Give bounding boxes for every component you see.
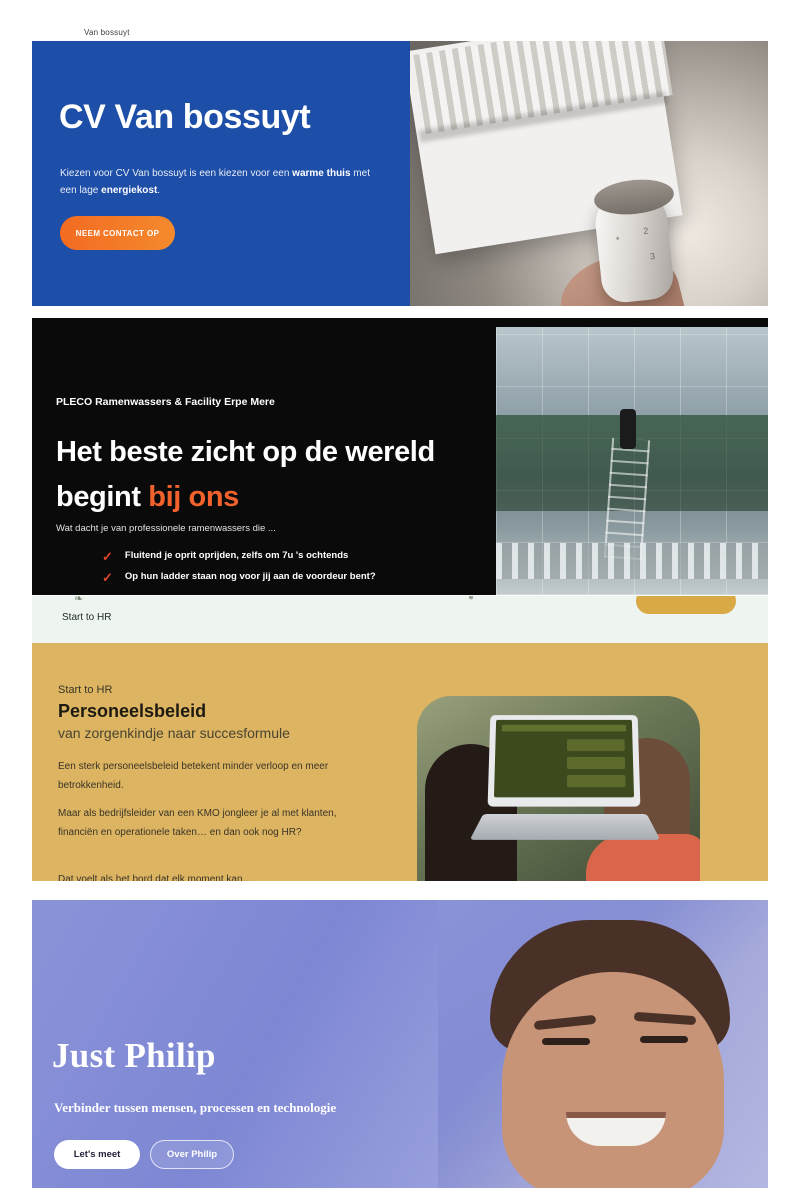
over-philip-button[interactable]: Over Philip (150, 1140, 234, 1169)
pleco-bullet-list (102, 550, 376, 592)
hr-photo (417, 696, 700, 881)
card1-desc-pre: Kiezen voor CV Van bossuyt is een kiezen voor een (60, 168, 293, 179)
check-icon: ✓ (102, 570, 113, 585)
pleco-headline-line1: Het beste zicht op de wereld (56, 436, 435, 468)
screen-row (567, 775, 626, 787)
screen-row (567, 739, 625, 751)
check-icon: ✓ (102, 549, 113, 564)
dot-icon: ● (468, 596, 475, 603)
face (502, 972, 724, 1188)
valve-mark-1: 2 (642, 225, 649, 237)
pleco-headline-accent: bij ons (148, 481, 239, 513)
screen-row (567, 757, 625, 769)
pleco-headline-plain: begint (56, 481, 149, 513)
eye-left (542, 1038, 590, 1045)
philip-portrait-photo (438, 900, 768, 1188)
list-item (102, 550, 376, 563)
card-start-to-hr[interactable] (32, 596, 768, 881)
hr-subtitle: van zorgenkindje naar succesformule (58, 725, 290, 741)
card-just-philip[interactable] (32, 900, 768, 1188)
laptop-screen (494, 720, 634, 797)
leaf-icon: ❧ (74, 596, 84, 605)
card1-description (60, 165, 370, 199)
philip-button-group (54, 1140, 234, 1169)
logo-text[interactable]: Start to HR (62, 612, 112, 623)
screen-header-bar (502, 725, 627, 732)
lets-meet-button[interactable]: Let's meet (54, 1140, 140, 1169)
railing (496, 543, 768, 579)
radiator-photo (410, 41, 768, 306)
bullet-text: Fluitend je oprit oprijden, zelfs om 7u 's ochtends (124, 550, 349, 561)
thermostat-marks (613, 225, 659, 289)
hr-paragraph-1: Een sterk personeelsbeleid betekent minder verloop en meer betrokkenheid. (58, 761, 329, 791)
hr-kicker: Start to HR (58, 684, 113, 696)
card1-desc-bold1: warme thuis (292, 168, 351, 179)
pleco-headline-line2 (56, 475, 239, 519)
person-right-shoulder (586, 834, 700, 881)
valve-mark-0: * (615, 234, 621, 245)
philip-subtitle: Verbinder tussen mensen, processen en technologie (54, 1100, 337, 1115)
nav-cta-button[interactable] (636, 596, 736, 614)
laptop-icon (488, 715, 641, 807)
pleco-kicker: PLECO Ramenwassers & Facility Erpe Mere (56, 396, 275, 408)
start-to-hr-navbar (32, 596, 768, 643)
card1-desc-mid: met een lage (60, 168, 370, 196)
page-top-label: Van bossuyt (84, 28, 130, 37)
hr-paragraph-2: Maar als bedrijfsleider van een KMO jongleer je al met klanten, financiën en operationele taken… en dan ook nog HR? (58, 808, 337, 838)
list-item (102, 571, 376, 584)
philip-title: Just Philip (52, 1036, 216, 1075)
card-cv-van-bossuyt[interactable] (32, 41, 768, 306)
laptop-keyboard (470, 814, 661, 840)
start-to-hr-body (32, 643, 768, 881)
page-title: CV Van bossuyt (59, 98, 311, 136)
valve-mark-2: 3 (649, 251, 656, 262)
window-cleaner-photo (496, 327, 768, 595)
hr-paragraph-3: Dat voelt als het bord dat elk moment kan… (58, 874, 253, 881)
hr-title: Personeelsbeleid (58, 701, 207, 721)
bullet-text: Op hun ladder staan nog voor jij aan de voordeur bent? (124, 571, 376, 582)
worker-figure (620, 409, 636, 449)
card-pleco-ramenwassers[interactable] (32, 318, 768, 595)
card1-desc-end: . (157, 185, 161, 196)
pleco-subtext: Wat dacht je van professionele ramenwassers die ... (56, 523, 276, 534)
contact-button[interactable]: NEEM CONTACT OP (60, 216, 175, 250)
eye-right (640, 1036, 688, 1043)
card1-desc-bold2: energiekost (101, 185, 158, 196)
